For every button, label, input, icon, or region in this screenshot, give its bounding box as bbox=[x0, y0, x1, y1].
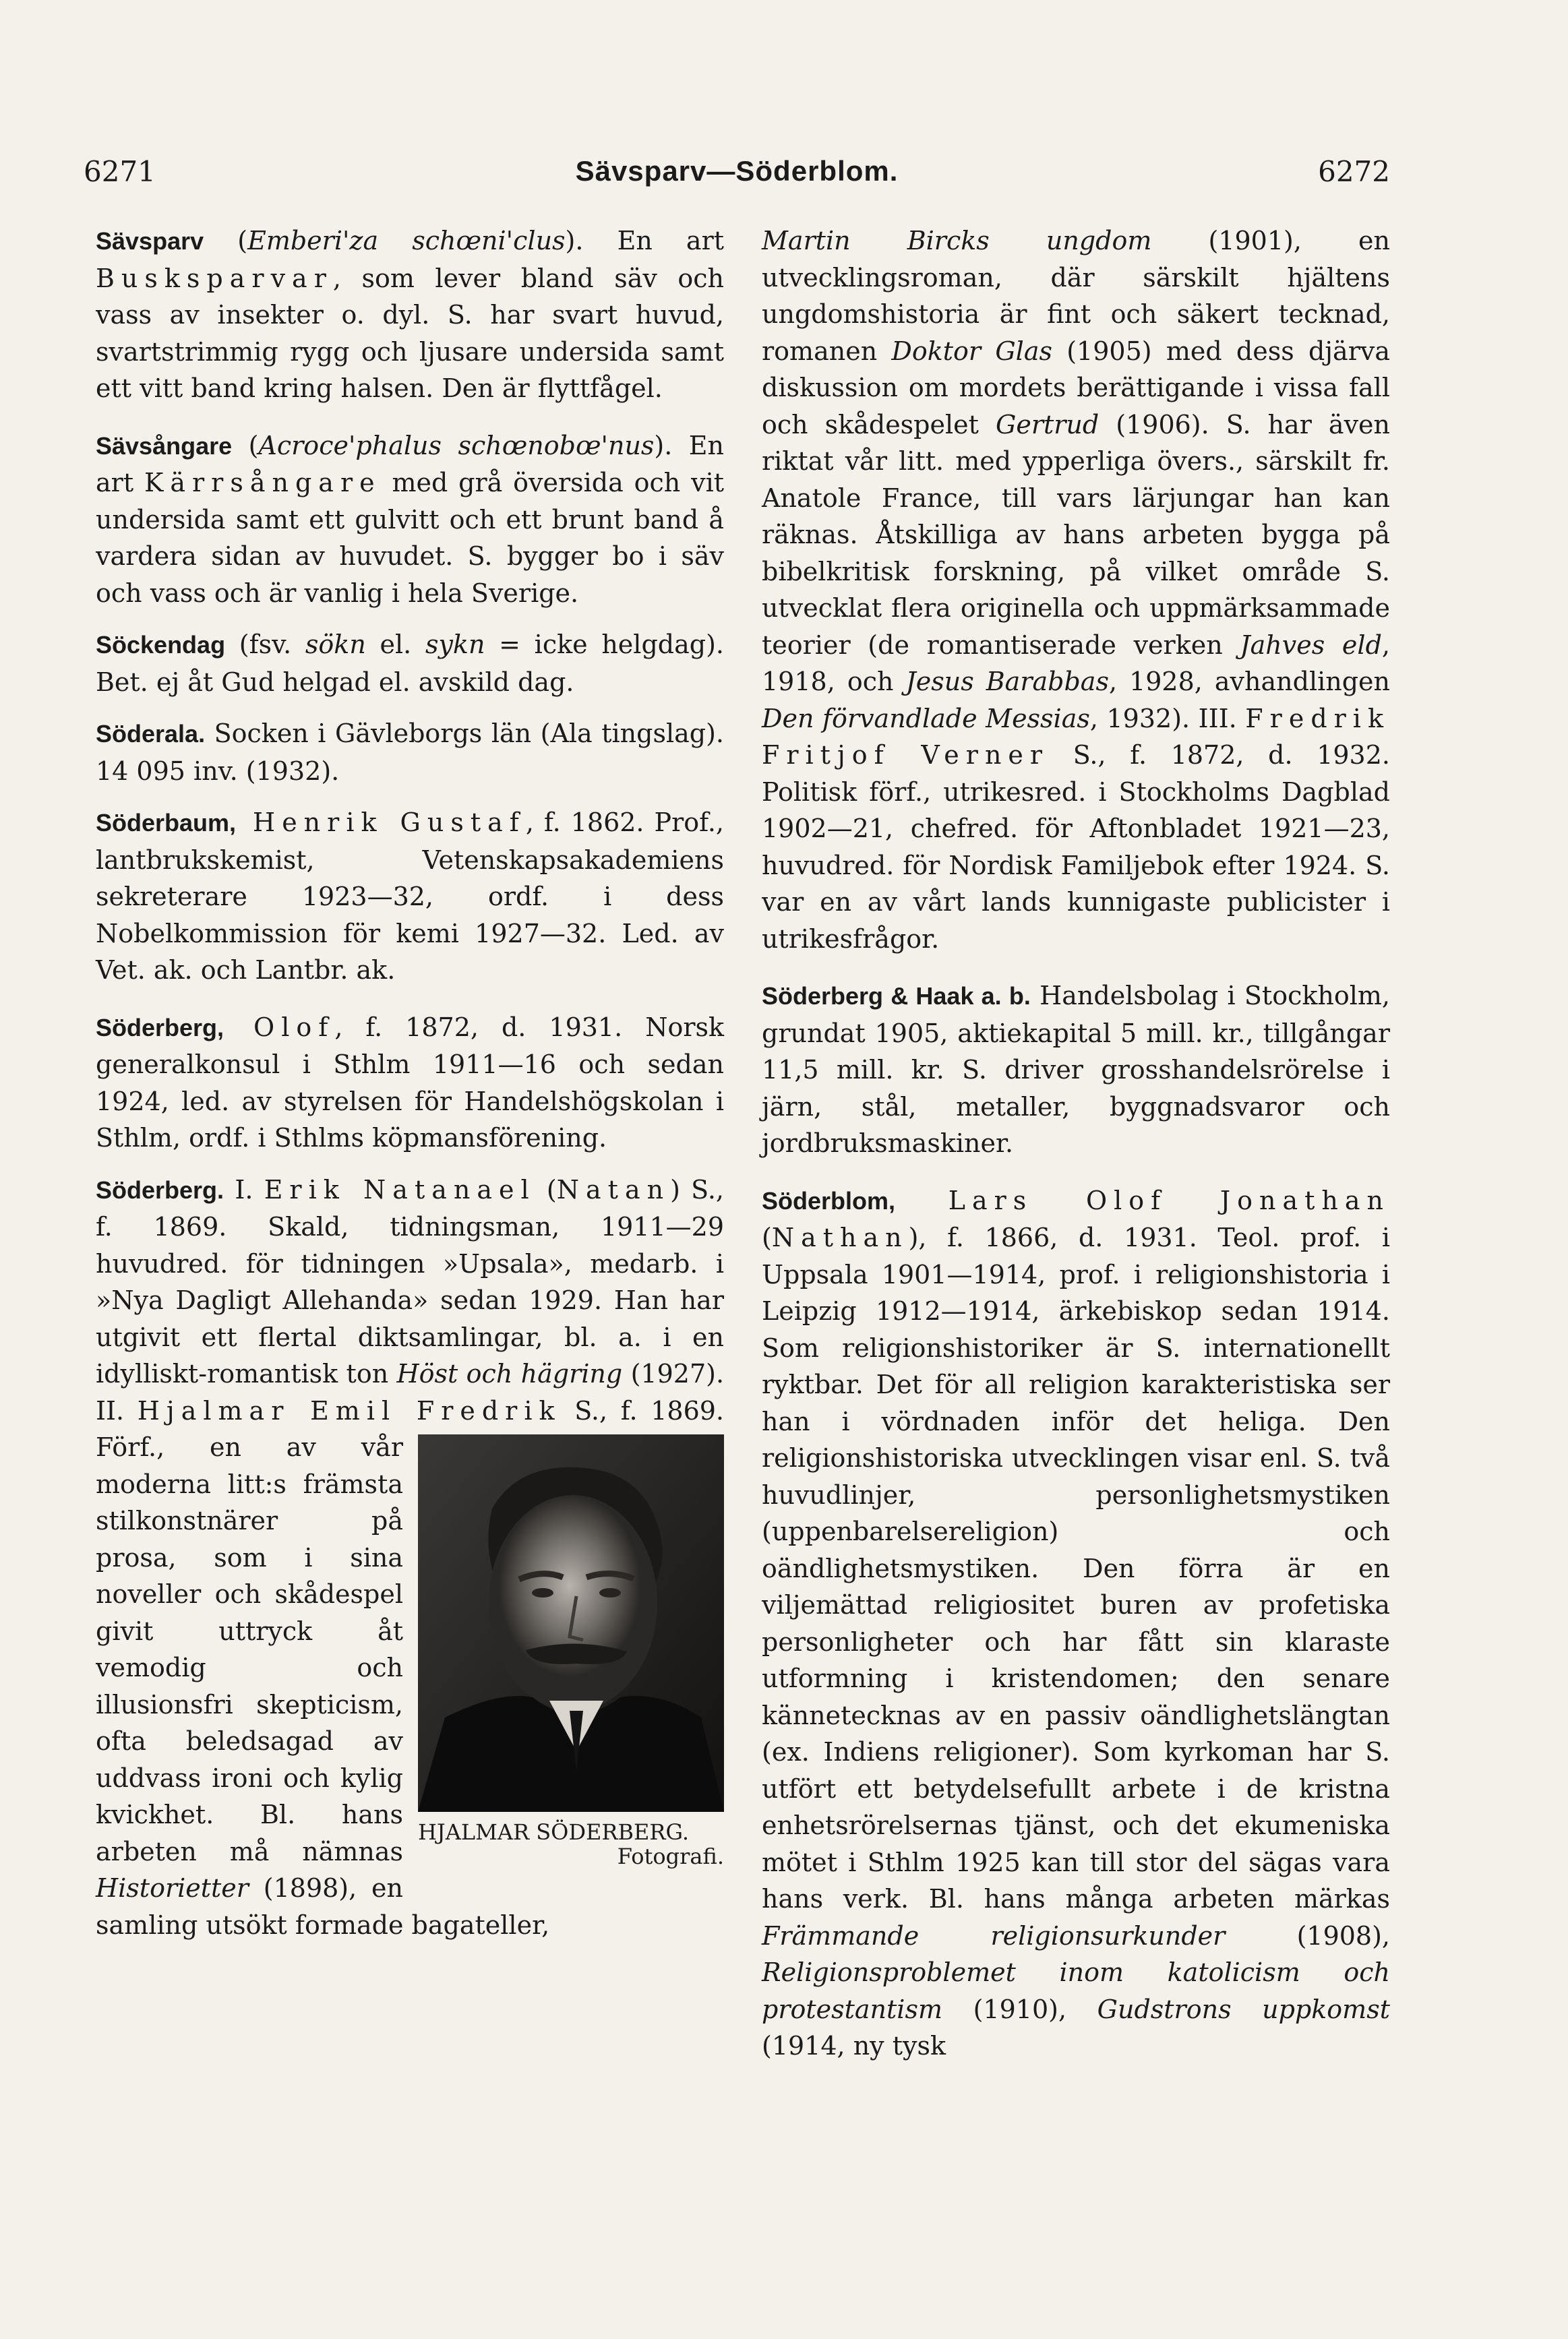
italic-term: sökn bbox=[305, 630, 366, 659]
entry-text: Socken i Gävleborgs län (Ala tingslag). 14 095 inv. (1932). bbox=[96, 719, 724, 786]
entry-soderberg-continued bbox=[762, 222, 1390, 957]
italic-term: sykn bbox=[425, 630, 485, 659]
entry-text: (1906). S. har även riktat vår litt. med ypperliga övers., särskilt fr. Anatole France, till vars lärjungar han kan räknas. Åtskilliga av hans arbeten bygga på bibelkritisk forskning, på vilket område S. utvecklat flera originella och uppmärksammade teorier (de romantiserade verken bbox=[762, 409, 1391, 660]
headword: Söderberg & Haak a. b. bbox=[762, 982, 1031, 1010]
italic-title: Religionsproblemet inom katolicism och protestantism bbox=[762, 1957, 1390, 2024]
portrait-figure bbox=[418, 1434, 724, 1869]
italic-title: Martin Bircks ungdom bbox=[762, 226, 1152, 255]
italic-title: Jahves eld bbox=[1240, 630, 1382, 660]
entry-soderala bbox=[96, 715, 724, 789]
italic-title: Den förvandlade Messias bbox=[762, 703, 1090, 733]
left-column bbox=[96, 222, 724, 1958]
entry-text: ). En art bbox=[565, 226, 724, 255]
entry-text: ( bbox=[204, 226, 248, 255]
entry-text: , 1918, och bbox=[762, 630, 1390, 696]
page-number-left: 6271 bbox=[84, 155, 156, 188]
entry-text: (1905) med dess djärva diskussion om mordets berättigande i vissa fall och skådespelet bbox=[762, 336, 1391, 439]
entry-text: (1898), en samling utsökt formade bagateller, bbox=[96, 1873, 550, 1940]
spaced-name: Nathan bbox=[771, 1223, 909, 1252]
entry-text: , f. 1872, d. 1931. Norsk generalkonsul i Sthlm 1911—16 och sedan 1924, led. av styrelsen för Handelshögskolan i Sthlm, ordf. i Sthlms köpmansförening. bbox=[96, 1012, 725, 1153]
italic-title: Höst och hägring bbox=[396, 1359, 623, 1389]
latin-name: Emberi'za schœni'clus bbox=[247, 226, 566, 255]
entry-soderberg bbox=[96, 1172, 724, 1944]
spaced-term: Busksparvar bbox=[96, 263, 333, 293]
entry-soderberg-haak bbox=[762, 977, 1390, 1162]
italic-title: Gudstrons uppkomst bbox=[1097, 1994, 1390, 2024]
entry-text: el. bbox=[365, 630, 425, 659]
entry-text: ). En art bbox=[96, 430, 724, 497]
entry-text: = icke helgdag). Bet. ej åt Gud helgad el. avskild dag. bbox=[96, 630, 724, 697]
entry-text: , 1928, avhandlingen bbox=[1108, 667, 1391, 696]
entry-text: med grå översida och vit undersida samt ett gulvitt och ett brunt band å vardera sidan av huvudet. S. bygger bo i säv och vass och är vanlig i hela Sverige. bbox=[96, 468, 725, 608]
spaced-name: Olof bbox=[224, 1012, 335, 1042]
spaced-name: Hjalmar Emil Fredrik bbox=[137, 1395, 562, 1426]
latin-name: Acroce'phalus schœnobœ'nus bbox=[258, 430, 655, 460]
right-column bbox=[762, 222, 1390, 2079]
italic-title: Främmande religionsurkunder bbox=[762, 1920, 1226, 1951]
headword: Söderala. bbox=[96, 720, 206, 748]
headword: Söderbaum, bbox=[96, 809, 237, 837]
portrait-caption bbox=[418, 1819, 724, 1869]
entry-text: S., f. 1869. Förf., en av vår moderna litt:s främsta stilkonstnärer på prosa, som i sina noveller och skådespel givit uttryck åt vemodig och illusionsfri skepticism, ofta beledsagad av uddvass ironi och kylig kvickhet. Bl. hans arbeten må nämnas bbox=[96, 1395, 725, 1866]
spaced-term: Kärrsångare bbox=[144, 468, 382, 497]
portrait-image bbox=[418, 1434, 724, 1812]
running-title: Sävsparv—Söderblom. bbox=[575, 155, 899, 187]
entry-text: ( bbox=[762, 1223, 772, 1252]
entry-text: I. bbox=[224, 1174, 264, 1205]
entry-soderblom bbox=[762, 1182, 1390, 2065]
headword: Sävsångare bbox=[96, 431, 233, 460]
entry-text: (1908), bbox=[1225, 1920, 1391, 1951]
entry-text: ), f. 1866, d. 1931. Teol. prof. i Uppsala 1901—1914, prof. i religionshistoria i Leipzig 1912—1914, ärkebiskop sedan 1914. Som religionshistoriker är S. internationellt ryktbar. Det för all religion karakteristiska ser han i vördnaden inför det heliga. Den religionshistoriska utvecklingen visar enl. S. två huvudlinjer, personlighetsmystiken (uppenbarelsereligion) och oändlighetsmystiken. Den förra är en viljemättad religiositet buren av profetiska personligheter och har fått sin klaraste utformning i kristendomen; den senare kännetecknas av en passiv oändlighetslängtan (ex. Indiens religioner). Som kyrkoman har S. utfört ett betydelsefullt arbete i de kristna enhetsrörelsernas tjänst, och det ekumeniska mötet i Sthlm 1925 kan till stor del sägas vara hans verk. Bl. hans många arbeten märkas bbox=[762, 1223, 1390, 1914]
spaced-name: Fredrik Fritjof Verner bbox=[762, 703, 1390, 770]
headword: Söderberg, bbox=[96, 1013, 224, 1041]
portrait-photo bbox=[418, 1434, 724, 1812]
page-header bbox=[84, 155, 1390, 195]
entry-text: (1927). II. bbox=[96, 1359, 725, 1426]
entry-text: , som lever bland säv och vass av insekter o. dyl. S. har svart huvud, svartstrimmig rygg och ljusare undersida samt ett vitt band kring halsen. Den är flyttfågel. bbox=[96, 263, 724, 403]
italic-title: Gertrud bbox=[995, 409, 1099, 439]
spaced-name: Henrik Gustaf bbox=[236, 808, 526, 837]
entry-sockendag bbox=[96, 626, 724, 700]
entry-text: Handelsbolag i Stockholm, grundat 1905, aktiekapital 5 mill. kr., tillgångar 11,5 mill. kr. S. driver grosshandelsrörelse i järn, stål, metaller, byggnadsvaror och jordbruksmaskiner. bbox=[762, 981, 1391, 1158]
headword: Söderberg. bbox=[96, 1176, 224, 1204]
entry-soderbaum bbox=[96, 804, 724, 989]
entry-text: (1914, ny tysk bbox=[762, 2031, 946, 2061]
entry-soderberg-olof bbox=[96, 1009, 724, 1157]
entry-text: (1910), bbox=[942, 1994, 1097, 2024]
italic-title: Doktor Glas bbox=[891, 336, 1052, 366]
entry-savsparv bbox=[96, 222, 724, 407]
entry-savsangare bbox=[96, 427, 724, 612]
entry-text: , 1932). III. bbox=[1089, 703, 1246, 733]
entry-text: ) S., f. 1869. Skald, tidningsman, 1911—29 huvudred. för tidningen »Upsala», medarb. i »Nya Dagligt Allehanda» sedan 1929. Han har utgivit ett flertal diktsamlingar, bl. a. i en idylliskt-romantisk ton bbox=[96, 1174, 725, 1389]
entry-text: , f. 1862. Prof., lantbrukskemist, Vetenskapsakademiens sekreterare 1923—32, ordf. i dess Nobelkommission för kemi 1927—32. Led. av Vet. ak. och Lantbr. ak. bbox=[96, 808, 724, 985]
headword: Söckendag bbox=[96, 631, 226, 659]
entry-text: ( bbox=[232, 430, 259, 460]
spaced-name: Erik Natanael bbox=[264, 1174, 536, 1205]
entry-text: S., f. 1872, d. 1932. Politisk förf., utrikesred. i Stockholms Dagblad 1902—21, chefred. för Aftonbladet 1921—23, huvudred. för Nordisk Familjebok efter 1924. S. var en av vårt lands kunnigaste publicister i utrikesfrågor. bbox=[762, 740, 1390, 954]
entry-text: (1901), en utvecklingsroman, där särskilt hjältens ungdomshistoria är fint och säkert tecknad, romanen bbox=[762, 226, 1390, 366]
caption-name: HJALMAR SÖDERBERG. bbox=[418, 1819, 690, 1845]
italic-title: Historietter bbox=[96, 1873, 249, 1903]
spaced-name: Lars Olof Jonathan bbox=[895, 1185, 1390, 1215]
page-number-right: 6272 bbox=[1318, 155, 1390, 188]
entry-text: (fsv. bbox=[225, 630, 305, 659]
entry-text: ( bbox=[535, 1174, 557, 1205]
italic-title: Jesus Barabbas bbox=[905, 667, 1109, 696]
caption-credit: Fotografi. bbox=[617, 1844, 724, 1869]
headword: Söderblom, bbox=[762, 1186, 896, 1215]
spaced-name: Natan bbox=[556, 1174, 671, 1205]
headword: Sävsparv bbox=[96, 227, 204, 255]
